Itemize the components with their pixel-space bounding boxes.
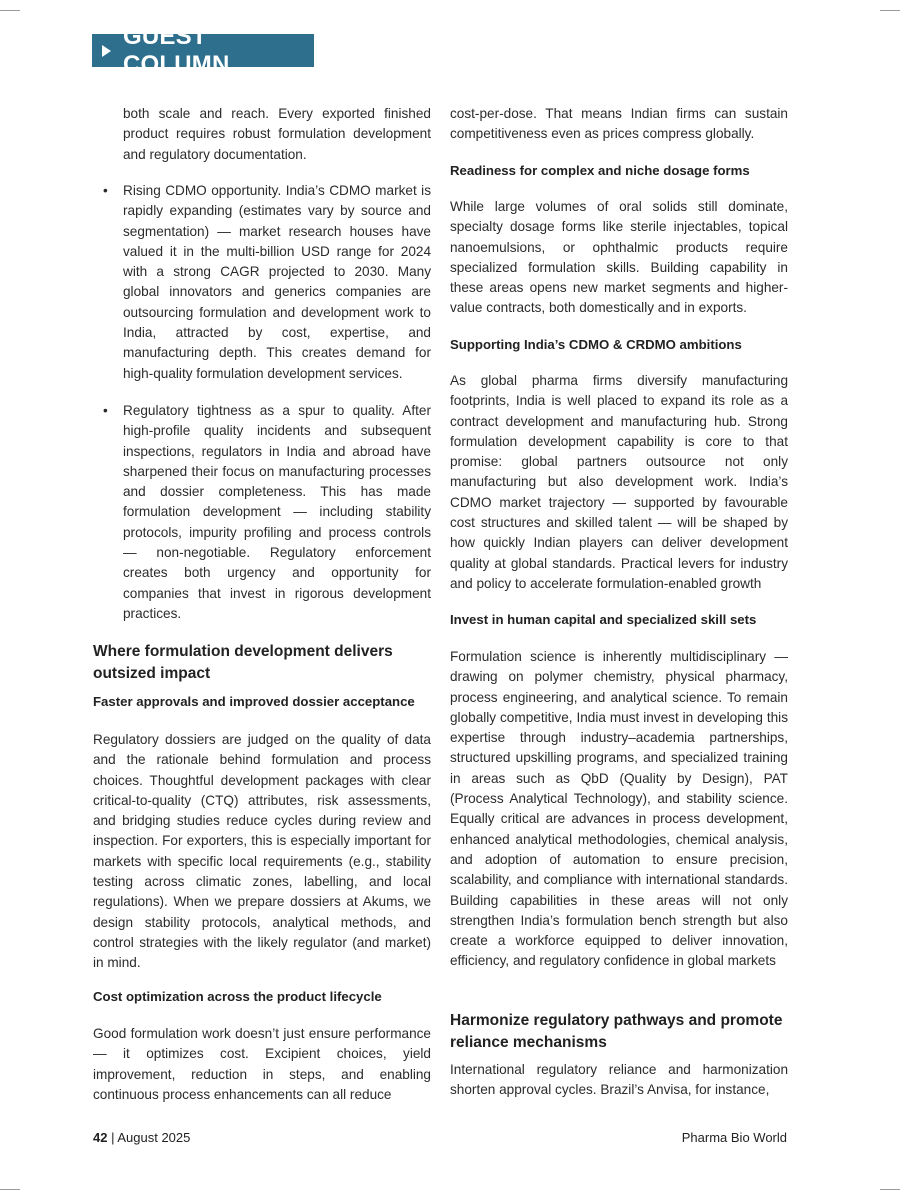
crop-mark (0, 10, 20, 11)
bullet-text: Rising CDMO opportunity. India’s CDMO market is rapidly expanding (estimates vary by source and segmentation) — market research houses have valued it in the multi-billion USD range for 2024 with a strong CAGR projected to 2030. Many global innovators and generics companies are outsourcing formulation and development work to India, attracted by cost, expertise, and manufacturing depth. This creates demand for high-quality formulation development services. (123, 183, 431, 381)
paragraph: Regulatory dossiers are judged on the quality of data and the rationale behind formulation and process choices. Thoughtful development packages with clear critical-to-quality (CTQ) attributes, risk assessments, and bridging studies reduce cycles during review and inspection. For exporters, this is especially important for markets with specific local requirements (e.g., stability testing across climatic zones, labelling, and local regulations). When we prepare dossiers at Akums, we design stability protocols, analytical methods, and control strategies with the likely regulator (and market) in mind. (93, 732, 431, 971)
page-number: 42 (93, 1130, 108, 1145)
paragraph: International regulatory reliance and harmonization shorten approval cycles. Brazil’s Anvisa, for instance, (450, 1062, 788, 1098)
paragraph: As global pharma firms diversify manufacturing footprints, India is well placed to expand its role as a contract development and manufacturing hub. Strong formulation development capability is core to that promise: global partners outsource not only manufacturing but also development work. India’s CDMO market trajectory — supported by favourable cost structures and skilled talent — will be shaped by how quickly Indian players can deliver development quality at global standards. Practical levers for industry and policy to accelerate formulation-enabled growth (450, 373, 788, 591)
section-title: GUEST COLUMN (123, 22, 230, 78)
crop-mark (880, 1189, 900, 1190)
section-heading: Harmonize regulatory pathways and promote reliance mechanisms (450, 1012, 783, 1051)
paragraph: While large volumes of oral solids still dominate, specialty dosage forms like sterile injectables, topical nanoemulsions, or ophthalmic products require specialized formulation skills. Building capability in these areas opens new market segments and higher-value contracts, both domestically and in exports. (450, 199, 788, 316)
issue-date: August 2025 (117, 1130, 191, 1145)
crop-mark (0, 1189, 20, 1190)
section-heading: Where formulation development delivers outsized impact (93, 643, 393, 682)
section-banner (92, 22, 314, 78)
bullet-item: • Rising CDMO opportunity. India’s CDMO market is rapidly expanding (estimates vary by source and segmentation) — market research houses have valued it in the multi-billion USD range for 2024 with a strong CAGR projected to 2030. Many global innovators and generics companies are outsourcing formulation and development work to India, attracted by cost, expertise, and manufacturing depth. This creates demand for high-quality formulation development services. (103, 183, 431, 381)
subheading: Faster approvals and improved dossier acceptance (93, 694, 415, 709)
paragraph: Formulation science is inherently multidisciplinary — drawing on polymer chemistry, physical pharmacy, process engineering, and analytical science. To remain globally competitive, India must invest in developing this expertise through industry–academia partnerships, structured upskilling programs, and specialized training in areas such as QbD (Quality by Design), PAT (Process Analytical Technology), and stability science. Equally critical are advances in process development, enhanced analytical methodologies, chemical analysis, and adoption of automation to ensure precision, scalability, and compliance with international standards. Building capabilities in these areas will not only strengthen India’s formulation bench strength but also create a workforce equipped to deliver innovation, efficiency, and regulatory confidence in global markets (450, 649, 788, 969)
subheading: Cost optimization across the product lifecycle (93, 989, 382, 1004)
paragraph: both scale and reach. Every exported finished product requires robust formulation development and regulatory documentation. (123, 106, 431, 162)
paragraph: cost-per-dose. That means Indian firms can sustain competitiveness even as prices compress globally. (450, 106, 788, 142)
subheading: Invest in human capital and specialized skill sets (450, 612, 757, 627)
play-triangle-icon (102, 45, 111, 57)
bullet-text: Regulatory tightness as a spur to quality. After high-profile quality incidents and subsequent inspections, regulators in India and abroad have sharpened their focus on manufacturing processes and dossier completeness. This has made formulation development — including stability protocols, impurity profiling and process controls — non-negotiable. Regulatory enforcement creates both urgency and opportunity for companies that invest in rigorous development practices. (123, 403, 431, 621)
page-footer-left: 42 | August 2025 (93, 1130, 191, 1145)
publication-name: Pharma Bio World (681, 1130, 787, 1145)
bullet-item: • Regulatory tightness as a spur to quality. After high-profile quality incidents and subsequent inspections, regulators in India and abroad have sharpened their focus on manufacturing processes and dossier completeness. This has made formulation development — including stability protocols, impurity profiling and process controls — non-negotiable. Regulatory enforcement creates both urgency and opportunity for companies that invest in rigorous development practices. (103, 403, 431, 621)
paragraph: Good formulation work doesn’t just ensure performance — it optimizes cost. Excipient choices, yield improvement, reduction in steps, and enabling continuous process enhancements can all reduce (93, 1026, 431, 1102)
subheading: Supporting India’s CDMO & CRDMO ambitions (450, 337, 742, 352)
crop-mark (880, 10, 900, 11)
subheading: Readiness for complex and niche dosage forms (450, 163, 750, 178)
